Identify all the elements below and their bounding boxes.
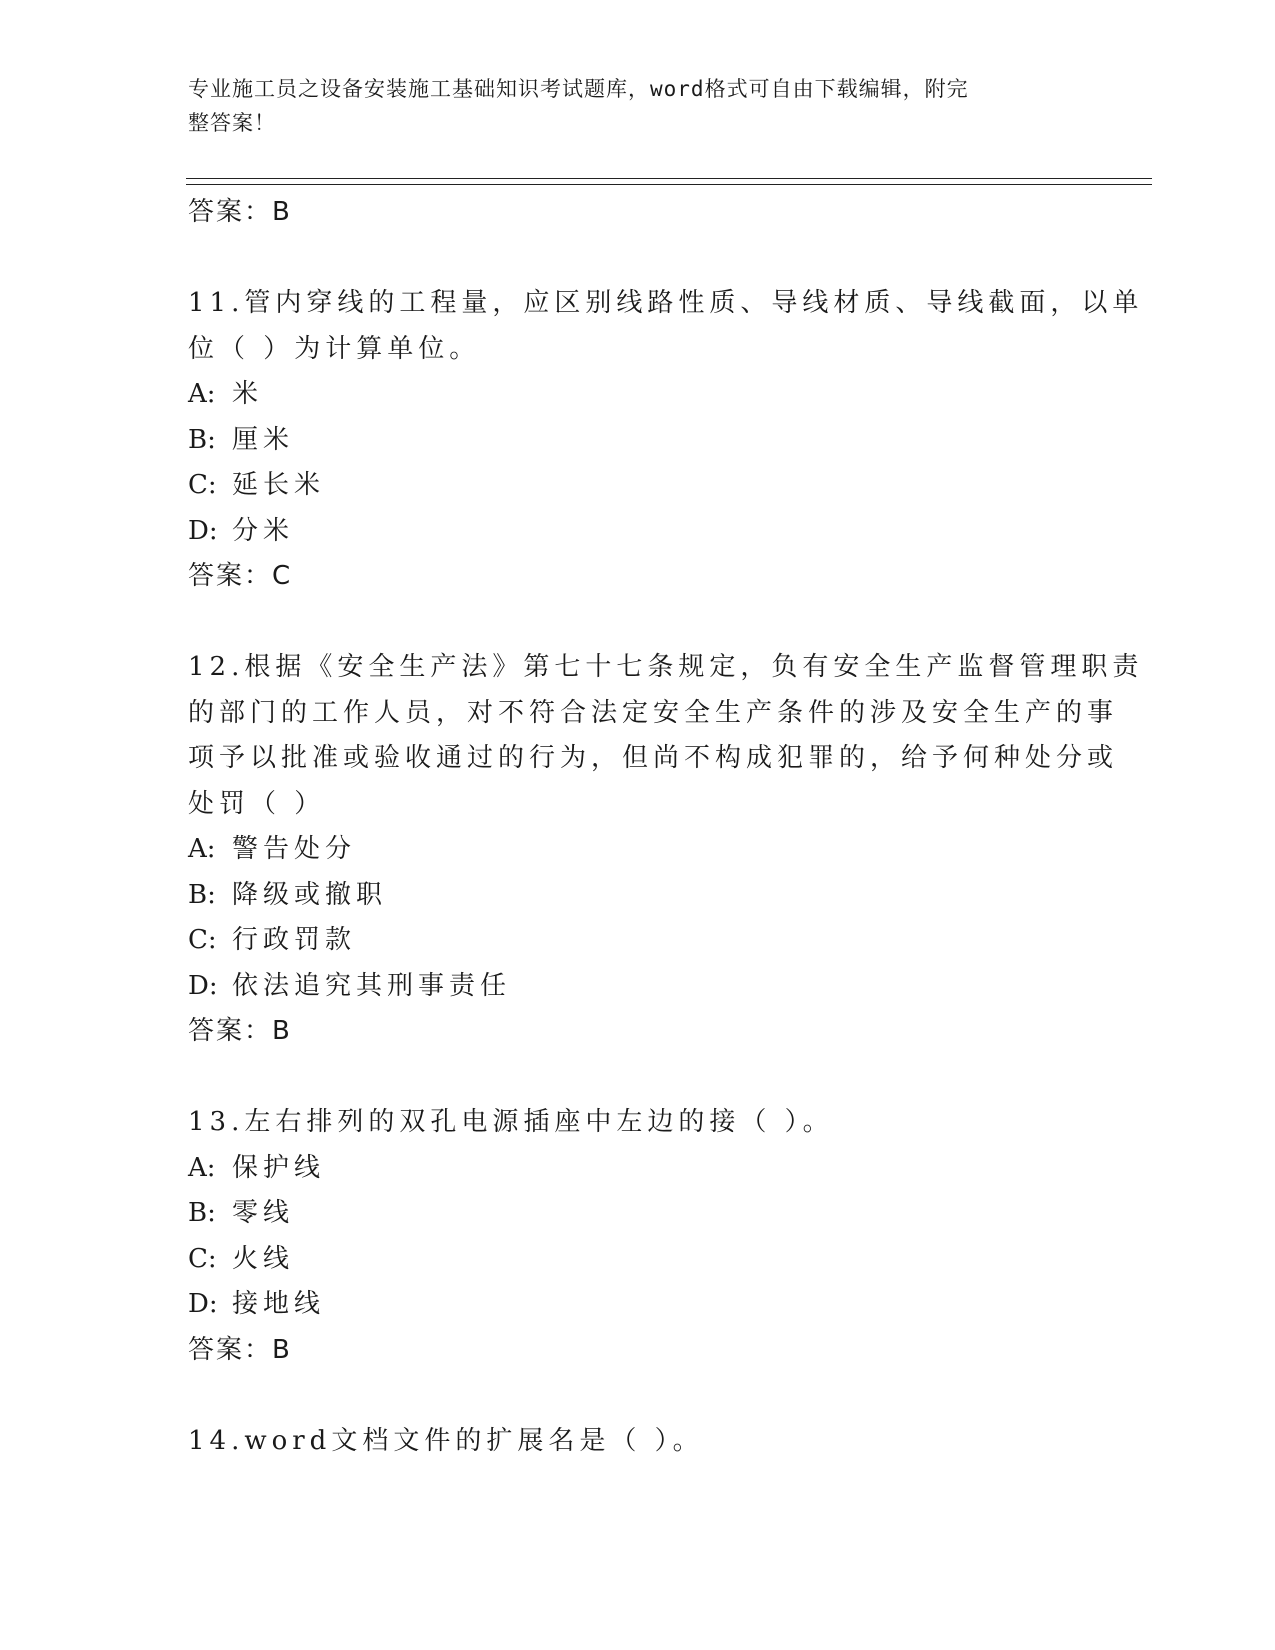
question-text-line: 的部门的工作人员，对不符合法定安全生产条件的涉及安全生产的事 (188, 697, 1119, 728)
document-header (188, 72, 1068, 140)
question-text-line: 13.左右排列的双孔电源插座中左边的接（ ）。 (188, 1107, 834, 1137)
question-text-line: 处罚（ ） (188, 788, 326, 819)
spacer (188, 236, 1088, 282)
option-c (188, 918, 1088, 964)
option-text: 行政罚款 (232, 925, 357, 955)
option-text: 保护线 (232, 1152, 326, 1183)
option-text: 依法追究其刑事责任 (232, 970, 512, 1001)
answer-q13: 答案：B (188, 1334, 292, 1365)
option-text: 警告处分 (232, 834, 357, 864)
option-a (188, 1146, 1088, 1192)
option-b (188, 873, 1088, 919)
option-letter: B: (188, 424, 216, 455)
option-letter: D: (188, 515, 218, 546)
header-divider-top (186, 178, 1152, 179)
option-letter: A: (188, 1152, 216, 1183)
question-13 (188, 1100, 1088, 1373)
option-letter: A: (188, 379, 216, 409)
option-letter: A: (188, 834, 216, 864)
option-text: 火线 (232, 1243, 295, 1274)
question-11 (188, 281, 1144, 600)
question-list (188, 190, 1144, 1464)
header-line-2: 整答案！ (188, 111, 276, 135)
answer-q10: 答案：B (188, 197, 292, 227)
option-a (188, 827, 1088, 873)
option-text: 厘米 (232, 424, 295, 455)
option-letter: B: (188, 879, 216, 910)
option-c (188, 1237, 1088, 1283)
question-text-line: 项予以批准或验收通过的行为，但尚不构成犯罪的，给予何种处分或 (188, 743, 1119, 773)
option-letter: D: (188, 970, 218, 1001)
option-d (188, 964, 1088, 1010)
option-letter: B: (188, 1198, 216, 1228)
option-c (188, 463, 1088, 509)
option-d (188, 509, 1088, 555)
option-letter: C: (188, 470, 217, 500)
spacer (188, 1055, 1088, 1101)
option-text: 延长米 (232, 470, 326, 500)
option-a (188, 372, 1088, 418)
option-d (188, 1282, 1088, 1328)
option-letter: C: (188, 1243, 217, 1274)
question-14 (188, 1419, 1088, 1465)
option-text: 降级或撤职 (232, 879, 388, 910)
spacer (188, 600, 1088, 646)
option-text: 米 (232, 379, 264, 409)
option-text: 分米 (232, 515, 295, 546)
header-line-1: 专业施工员之设备安装施工基础知识考试题库，word格式可自由下载编辑，附完 (188, 77, 969, 101)
option-letter: D: (188, 1289, 218, 1319)
spacer (188, 1373, 1088, 1419)
question-text-line: 12.根据《安全生产法》第七十七条规定，负有安全生产监督管理职责 (188, 652, 1144, 682)
answer-q11: 答案：C (188, 561, 293, 591)
answer-q12: 答案：B (188, 1016, 292, 1046)
question-text-line: 14.word文档文件的扩展名是（ ）。 (188, 1425, 704, 1456)
option-b (188, 1191, 1088, 1237)
question-text-line: 位（ ）为计算单位。 (188, 333, 481, 364)
option-text: 接地线 (232, 1289, 326, 1319)
option-letter: C: (188, 925, 217, 955)
question-text-line: 11.管内穿线的工程量，应区别线路性质、导线材质、导线截面，以单 (188, 288, 1144, 318)
header-divider-bottom (186, 184, 1152, 185)
question-12 (188, 645, 1144, 1055)
option-b (188, 418, 1088, 464)
option-text: 零线 (232, 1198, 295, 1228)
